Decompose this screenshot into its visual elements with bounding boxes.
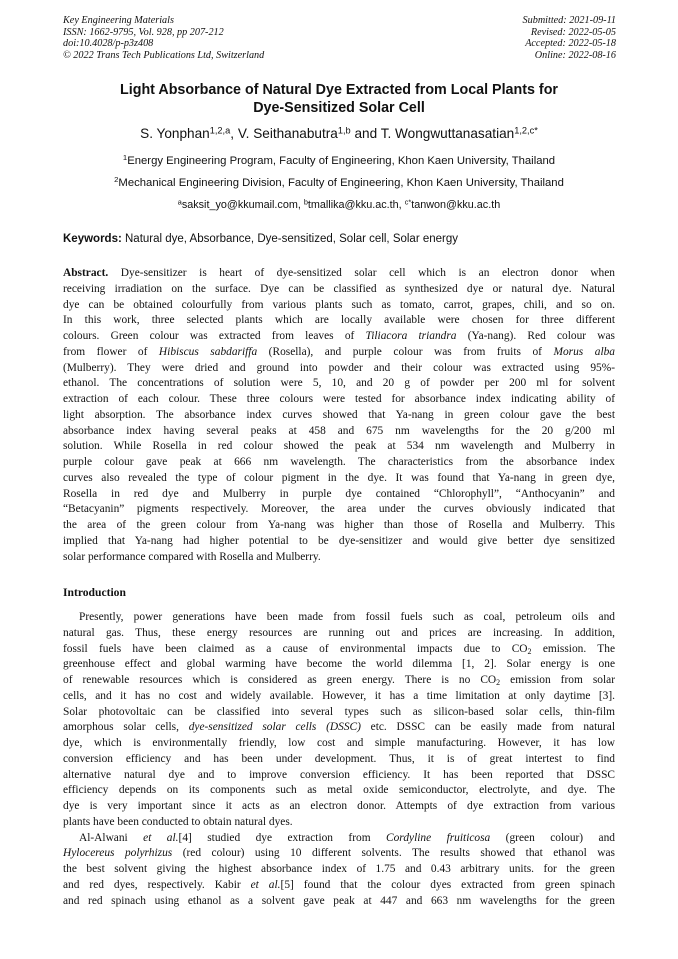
abstract-line: In this work, three selected plants which are locally available were chosen for three different: [63, 314, 615, 327]
keywords: [63, 232, 615, 246]
body-line: Al-Alwani et al.[4] studied dye extraction from Cordyline fruiticosa (green colour) and: [79, 831, 615, 844]
abstract-line: solar performance compared with Rosella and Mulberry.: [63, 550, 321, 563]
species-name: Morus alba: [553, 345, 616, 358]
body-line: of renewable resources which is considered as green energy. There is no $CO_2$ emission from solar: [63, 674, 615, 687]
body-line: greenhouse effect and global warming have become the world dilemma [1, 2]. Solar energy is one: [63, 658, 615, 671]
abstract-line: from flower of Hibiscus sabdariffa (Rosella), and purple colour was from fruits of Morus alba: [63, 345, 616, 358]
body-line: and red spinach using ethanol as a solvent gave peak at 447 and 663 nm wavelengths for the green: [63, 894, 615, 907]
abstract-line: colours. Green colour was extracted from leaves of Tiliacora triandra (Ya-nang). Red colour was: [63, 330, 615, 342]
abstract-label: Abstract.: [63, 267, 109, 279]
keywords-label: Keywords:: [63, 233, 122, 245]
abstract-line: purple colour gave peak at 666 nm wavelength. The characteristics from the absorbance index: [63, 456, 615, 468]
body-line: dye, which is environmentally friendly, low cost and simple manufacturing. However, it has low: [63, 737, 615, 749]
author-3-marker: 1,2,c*: [514, 125, 538, 136]
abstract-line: ethanol. The concentrations of solution were 5, 10, and 20 g of powder per 200 ml for solvent: [63, 377, 615, 390]
species-name: Hibiscus sabdariffa: [158, 345, 258, 358]
body-line: Presently, power generations have been made from fossil fuels such as coal, petroleum oils and: [79, 611, 615, 623]
abstract-line: extraction of each colour. These three colours were tested for absorbance index indicating ability of: [63, 393, 615, 405]
accepted-date: Accepted: 2022-05-18: [525, 38, 616, 50]
author-emails: [63, 198, 615, 212]
revised-date: Revised: 2022-05-05: [530, 26, 616, 38]
body-line: Solar photovoltaic can be classified into several types such as silicon-based solar cells, thin-film: [63, 705, 615, 718]
body-line: efficiency depends on its components such as metal oxide semiconductor, electrolyte, and dye. The: [63, 784, 615, 797]
body-line: natural gas. Thus, these energy resources are running out and prices are increasing. In addition,: [63, 626, 615, 639]
doi: doi:10.4028/p-p3z408: [63, 38, 154, 50]
author-1-marker: 1,2,a: [209, 125, 231, 136]
journal-info: [63, 15, 363, 61]
abstract-line: solution. While Rosella in red colour showed the peak at 534 nm wavelength and Mulberry in: [63, 440, 615, 453]
body-line: dye is very important since it acts as an electron donor. Attempts of dye extraction from various: [63, 800, 615, 812]
abstract-line: implied that Ya-nang had higher potential to be dye-sensitizer and would give better dye sensitized: [63, 534, 615, 547]
abstract-line: (Mulberry). They were dried and ground into powder and their colour was extracted using 95%-: [63, 361, 615, 374]
publication-dates: [396, 15, 616, 61]
affiliation-2: [63, 176, 615, 190]
journal-name: Key Engineering Materials: [63, 15, 174, 26]
affiliation-1: [63, 154, 615, 168]
abstract-line: light absorption. The absorbance index curves showed that Ya-nang in green colour gave the best: [63, 408, 615, 421]
abstract-line: curves also revealed the type of colour pigment in the dye. It was found that Ya-nang in green dye,: [63, 471, 615, 484]
email-c-marker: c*: [404, 197, 412, 207]
online-date: Online: 2022-08-16: [534, 49, 616, 61]
abstract-line: the area of the green colour from Ya-nang was higher than those of Rosella and Mulberry. This: [63, 519, 615, 531]
abstract: [63, 266, 615, 565]
species-name: Tiliacora triandra: [365, 330, 457, 342]
affiliation-2-text: Mechanical Engineering Division, Faculty of Engineering, Khon Kaen University, Thailand: [118, 177, 564, 189]
affiliation-1-text: Energy Engineering Program, Faculty of Engineering, Khon Kaen University, Thailand: [127, 155, 556, 167]
title-line-2: Dye-Sensitized Solar Cell: [253, 99, 425, 116]
author-2-marker: 1,b: [337, 125, 351, 136]
keywords-text: Natural dye, Absorbance, Dye-sensitized, Solar cell, Solar energy: [121, 233, 459, 245]
body-line: and red dyes, respectively. Kabir et al.[5] found that the colour dyes extracted from green spinach: [63, 878, 616, 891]
title-line-1: Light Absorbance of Natural Dye Extracted from Local Plants for: [120, 82, 558, 98]
author-separator: ,: [230, 126, 238, 141]
email-c: tanwon@kku.ac.th: [411, 199, 501, 211]
body-line: cells, and it has no cost and widely available. However, it has a time limitation at only daytime [3].: [63, 689, 615, 702]
copyright: © 2022 Trans Tech Publications Ltd, Switzerland: [63, 49, 265, 61]
author-2: V. Seithanabutra: [237, 126, 338, 141]
body-line: the best solvent giving the highest absorbance index of 1.75 and 0.43 arbitrary units. for the green: [63, 863, 615, 875]
email-a-marker: a: [177, 197, 182, 207]
introduction-body: [63, 610, 615, 909]
body-line: alternative natural dye and to improve conversion efficiency. It has been reported that DSSC: [63, 768, 615, 781]
email-b: tmallika@kku.ac.th,: [307, 199, 405, 211]
abstract-line: absorbance index having several peaks at 458 and 675 nm wavelengths for the 20 g/200 ml: [63, 424, 615, 437]
body-line: plants have been conducted to obtain natural dyes.: [63, 815, 293, 828]
author-3: T. Wongwuttanasatian: [380, 126, 515, 141]
affiliation-1-marker: 1: [122, 153, 128, 163]
abstract-line: dye can be obtained colourfully from various plants such as tomato, carrot, grapes, chili, and so on.: [63, 298, 615, 311]
email-a: saksit_yo@kkumail.com,: [181, 199, 304, 211]
issn-volume: ISSN: 1662-9795, Vol. 928, pp 207-212: [63, 26, 224, 38]
email-b-marker: b: [303, 197, 308, 207]
author-separator: and: [350, 126, 381, 141]
body-line: conversion efficiency and has been under development. Thus, it is of great intertest to find: [63, 752, 615, 765]
abstract-line: receiving irradiation on the surface. Dye can be classified as synthesized dye or natural dye. Natural: [63, 282, 615, 295]
abstract-line: Rosella in red dye and Mulberry in purple dye contained “Chlorophyll”, “Anthocyanin” and: [63, 487, 615, 500]
paper-title: [63, 82, 615, 117]
body-line: fossil fuels have been claimed as a cause of environmental impacts due to $CO_2$ emission. The: [63, 642, 615, 656]
affiliation-2-marker: 2: [114, 175, 119, 185]
section-heading-introduction: Introduction: [63, 586, 126, 599]
abstract-line: “Betacyanin” pigments respectively. Moreover, the area under the curves obviously indicated that: [63, 503, 615, 516]
abstract-line: Abstract. Dye-sensitizer is heart of dye-sensitized solar cell which is an electron donor when: [63, 267, 615, 279]
author-1: S. Yonphan: [140, 126, 210, 141]
author-list: [63, 125, 615, 143]
body-line: Hylocereus polyrhizus (red colour) using 10 different solvents. The results showed that ethanol was: [63, 847, 615, 860]
body-line: amorphous solar cells, dye-sensitized solar cells (DSSC) etc. DSSC can be easily made from natural: [63, 721, 615, 734]
submitted-date: Submitted: 2021-09-11: [522, 15, 616, 26]
